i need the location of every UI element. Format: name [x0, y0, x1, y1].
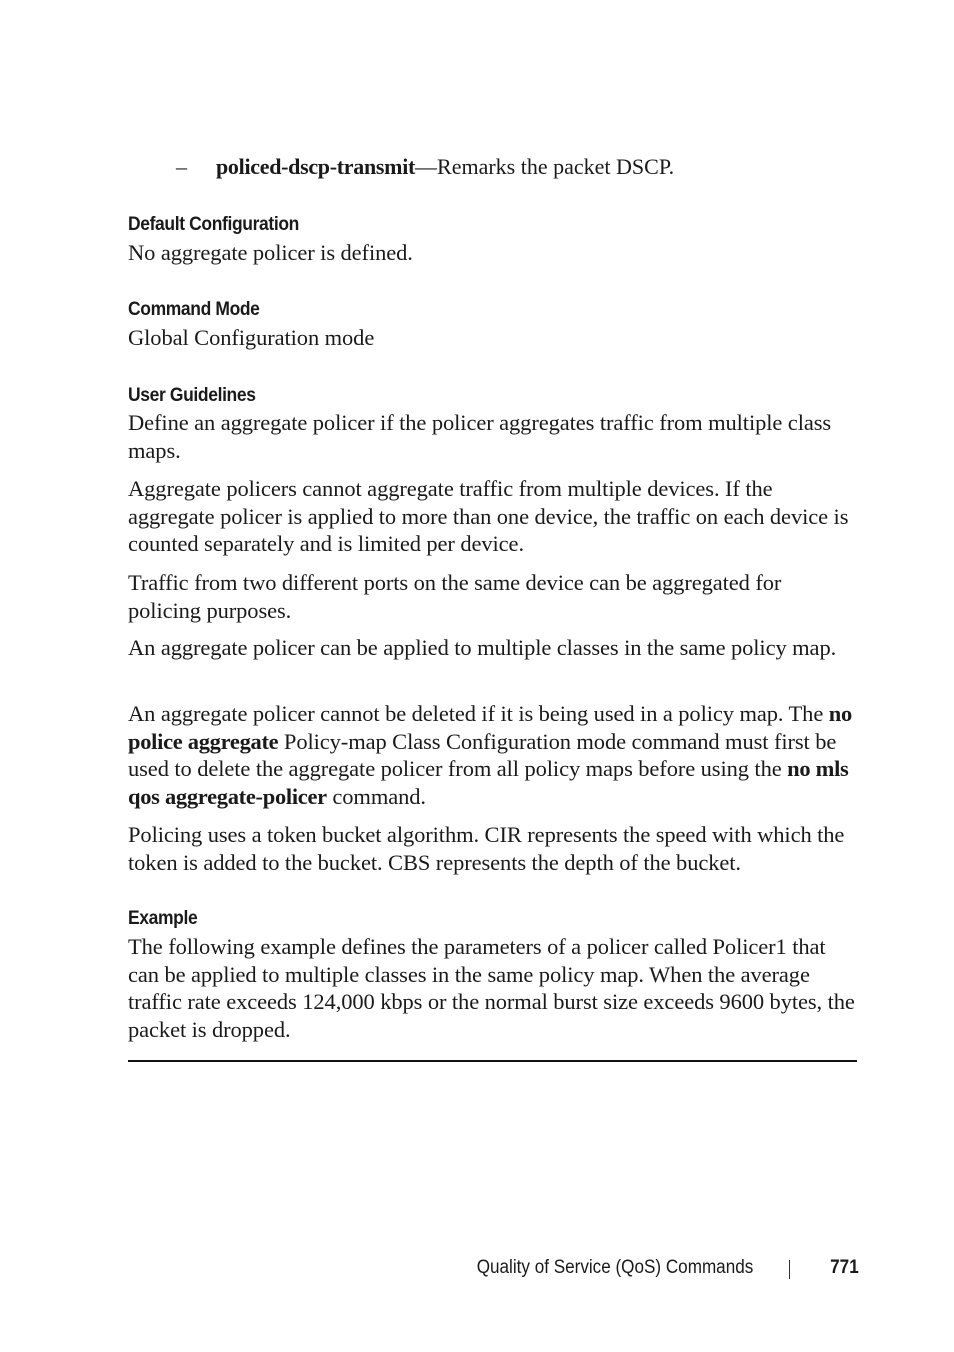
- end-rule: [128, 1060, 857, 1062]
- page-footer: [0, 1254, 954, 1282]
- command-mode-text: Global Configuration mode: [128, 325, 375, 350]
- bullet-term: policed-dscp-transmit: [216, 154, 416, 179]
- user-guidelines-paragraph-5: [128, 700, 858, 810]
- p5-text-2: Policy-map Class Configuration mode command must first be used to delete the aggregate policer from all policy maps before using the: [128, 728, 837, 781]
- p5-text-1: An aggregate policer cannot be deleted if it is being used in a policy map. The: [128, 701, 829, 726]
- user-guidelines-paragraph-3: Traffic from two different ports on the same device can be aggregated for policing purposes.: [128, 570, 782, 623]
- heading-example: Example: [128, 908, 198, 929]
- bullet-item: [176, 152, 674, 182]
- p5-text-3: command.: [326, 783, 426, 809]
- bullet-text: Remarks the packet DSCP.: [437, 154, 675, 179]
- heading-command-mode: Command Mode: [128, 299, 260, 320]
- page-number: 771: [830, 1257, 859, 1278]
- default-configuration-text: No aggregate policer is defined.: [128, 240, 413, 265]
- example-text: The following example defines the parameters of a policer called Policer1 that can be applied to multiple classes in the same policy map. When the average traffic rate exceeds 124,000 kbps or the normal burst size exceeds 9600 bytes, the packet is dropped.: [128, 934, 855, 1042]
- footer-section-title: Quality of Service (QoS) Commands: [476, 1257, 753, 1278]
- bullet-em-dash: —: [415, 154, 438, 179]
- user-guidelines-paragraph-2: Aggregate policers cannot aggregate traffic from multiple devices. If the aggregate policer is applied to more than one device, the traffic on each device is counted separately and is limited per device.: [128, 476, 849, 556]
- command-no-police-aggregate: no police aggregate: [128, 701, 852, 754]
- user-guidelines-paragraph-6: Policing uses a token bucket algorithm. CIR represents the speed with which the token is added to the bucket. CBS represents the depth of the bucket.: [128, 822, 845, 875]
- bullet-dash: –: [176, 154, 187, 179]
- heading-default-configuration: Default Configuration: [128, 214, 299, 235]
- user-guidelines-paragraph-1: Define an aggregate policer if the policer aggregates traffic from multiple class maps.: [128, 410, 832, 463]
- user-guidelines-paragraph-4: An aggregate policer can be applied to multiple classes in the same policy map.: [128, 635, 837, 660]
- command-no-mls-qos-aggregate-policer: no mls qos aggregate-policer: [128, 756, 849, 809]
- heading-user-guidelines: User Guidelines: [128, 385, 256, 406]
- footer-separator: [789, 1260, 790, 1279]
